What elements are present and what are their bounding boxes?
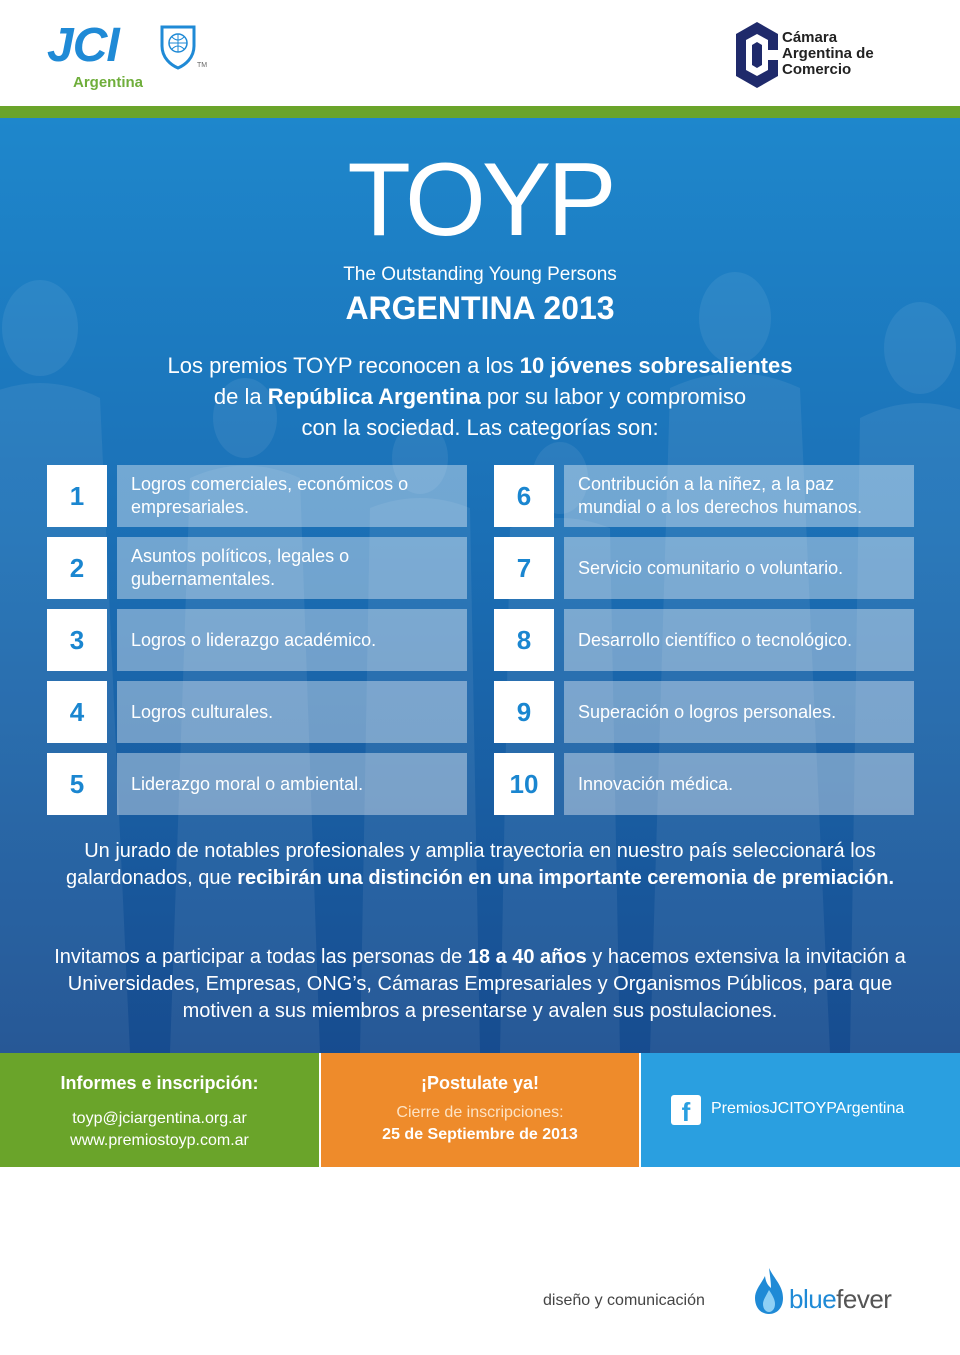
bluefever-logo xyxy=(753,1266,892,1321)
category-label: Superación o logros personales. xyxy=(564,681,914,743)
intro-text-4: con la sociedad. Las categorías son: xyxy=(301,415,659,440)
jury-bold: recibirán una distinción en una importante ceremonia de premiación. xyxy=(237,867,895,889)
toyp-logo-text: TOYP xyxy=(347,153,613,243)
category-label: Liderazgo moral o ambiental. xyxy=(117,753,467,815)
category-number: 9 xyxy=(494,681,554,743)
trademark: TM xyxy=(197,62,208,69)
category-number: 5 xyxy=(47,753,107,815)
jci-logo-text: JCI xyxy=(47,19,119,72)
category-number: 3 xyxy=(47,609,107,671)
cierre-date: 25 de Septiembre de 2013 xyxy=(382,1126,578,1143)
flame-icon xyxy=(753,1266,785,1316)
intro-text-3: por su labor y compromiso xyxy=(480,384,747,409)
bluefever-wordmark-blue: blue xyxy=(789,1284,837,1314)
category-number: 7 xyxy=(494,537,554,599)
intro-bold-2: República Argentina xyxy=(267,384,481,409)
jury-paragraph xyxy=(40,838,920,892)
facebook-box xyxy=(641,1053,960,1167)
category-label: Innovación médica. xyxy=(564,753,914,815)
invite-bold: 18 a 40 años xyxy=(467,946,587,968)
postulate-box xyxy=(321,1053,639,1167)
category-number: 10 xyxy=(494,753,554,815)
website-link[interactable]: www.premiostoyp.com.ar xyxy=(70,1132,249,1149)
invite-text-1: Invitamos a participar a todas las personas de xyxy=(54,946,468,968)
jci-shield-icon xyxy=(159,24,197,70)
category-number: 4 xyxy=(47,681,107,743)
invite-text-2: y hacemos extensiva la invitación a Universidades, Empresas, ONG’s, Cámaras Empresariales y Organismos Públicos, para que motiven a sus miembros a presentarse y avalen sus postulaciones. xyxy=(67,946,906,1022)
category-number: 1 xyxy=(47,465,107,527)
category-label: Logros culturales. xyxy=(117,681,467,743)
category-label: Desarrollo científico o tecnológico. xyxy=(564,609,914,671)
toyp-logo xyxy=(326,153,634,243)
intro-text-1: Los premios TOYP reconocen a los xyxy=(167,353,520,378)
camara-name xyxy=(782,30,942,78)
category-label: Asuntos políticos, legales o gubernamentales. xyxy=(117,537,467,599)
facebook-link[interactable]: PremiosJCITOYPArgentina xyxy=(711,1100,905,1117)
intro-paragraph xyxy=(60,350,900,443)
postulate-title: ¡Postulate ya! xyxy=(420,1073,540,1093)
jury-text: Un jurado de notables profesionales y amplia trayectoria en nuestro país seleccionará los galardonados, que xyxy=(65,840,876,889)
main-panel xyxy=(0,118,960,1053)
jci-subtitle: Argentina xyxy=(73,74,144,91)
subtitle: The Outstanding Young Persons xyxy=(343,264,617,285)
camara-logo xyxy=(734,20,874,95)
header xyxy=(0,0,960,106)
design-credit: diseño y comunicación xyxy=(543,1292,705,1309)
cierre-label: Cierre de inscripciones: xyxy=(396,1104,564,1121)
facebook-icon[interactable]: f xyxy=(671,1095,701,1125)
camara-hexagon-icon xyxy=(734,20,780,90)
category-label: Logros o liderazgo académico. xyxy=(117,609,467,671)
category-number: 2 xyxy=(47,537,107,599)
invite-paragraph xyxy=(40,944,920,1025)
camara-line-1: Cámara xyxy=(782,29,838,46)
intro-text-2: de la xyxy=(213,384,268,409)
green-divider xyxy=(0,106,960,118)
email-link[interactable]: toyp@jciargentina.org.ar xyxy=(72,1110,247,1127)
informes-box xyxy=(0,1053,319,1167)
category-label: Servicio comunitario o voluntario. xyxy=(564,537,914,599)
intro-bold-1: 10 jóvenes sobresalientes xyxy=(519,353,793,378)
category-number: 6 xyxy=(494,465,554,527)
camara-line-3: Comercio xyxy=(782,61,852,78)
edition-title: ARGENTINA 2013 xyxy=(345,290,615,326)
category-label: Contribución a la niñez, a la paz mundial o a los derechos humanos. xyxy=(564,465,914,527)
bluefever-wordmark xyxy=(789,1284,891,1315)
informes-title: Informes e inscripción: xyxy=(60,1073,259,1093)
category-label: Logros comerciales, económicos o empresariales. xyxy=(117,465,467,527)
category-number: 8 xyxy=(494,609,554,671)
bluefever-wordmark-grey: fever xyxy=(836,1284,892,1314)
jci-logo xyxy=(47,19,208,91)
camara-line-2: Argentina de xyxy=(782,45,874,62)
